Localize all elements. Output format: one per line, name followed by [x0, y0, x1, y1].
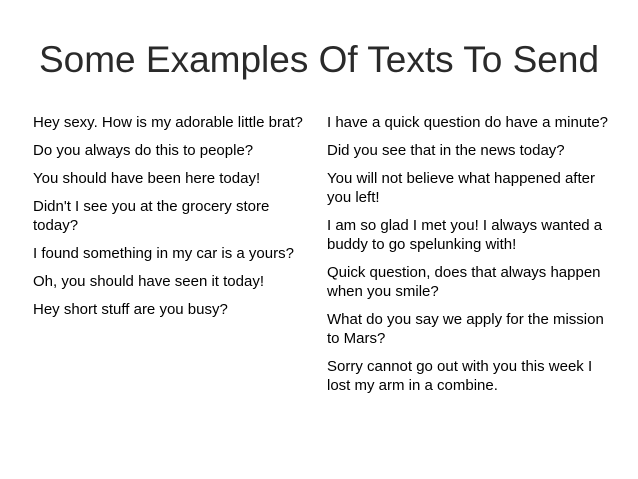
left-text-list — [33, 113, 318, 328]
slide-title: Some Examples Of Texts To Send — [38, 39, 600, 80]
text-example-item: Did you see that in the news today? — [327, 142, 565, 159]
text-example-item: You will not believe what happened after you left! — [327, 170, 595, 206]
text-example-item: Hey short stuff are you busy? — [33, 301, 228, 318]
text-example-item: I have a quick question do have a minute? — [327, 114, 609, 131]
text-example-item: Quick question, does that always happen when you smile? — [327, 264, 601, 300]
text-example-item: I am so glad I met you! I always wanted a buddy to go spelunking with! — [327, 217, 603, 253]
text-example-item: I found something in my car is a yours? — [33, 245, 294, 262]
text-example-item: Sorry cannot go out with you this week I lost my arm in a combine. — [327, 358, 593, 394]
text-example-item: What do you say we apply for the mission to Mars? — [327, 311, 604, 347]
right-text-list — [327, 113, 612, 404]
text-example-item: Hey sexy. How is my adorable little brat? — [33, 114, 303, 131]
text-example-item: Do you always do this to people? — [33, 142, 254, 159]
text-example-item: You should have been here today! — [33, 170, 261, 187]
text-example-item: Didn't I see you at the grocery store today? — [33, 198, 270, 234]
text-example-item: Oh, you should have seen it today! — [33, 273, 264, 290]
